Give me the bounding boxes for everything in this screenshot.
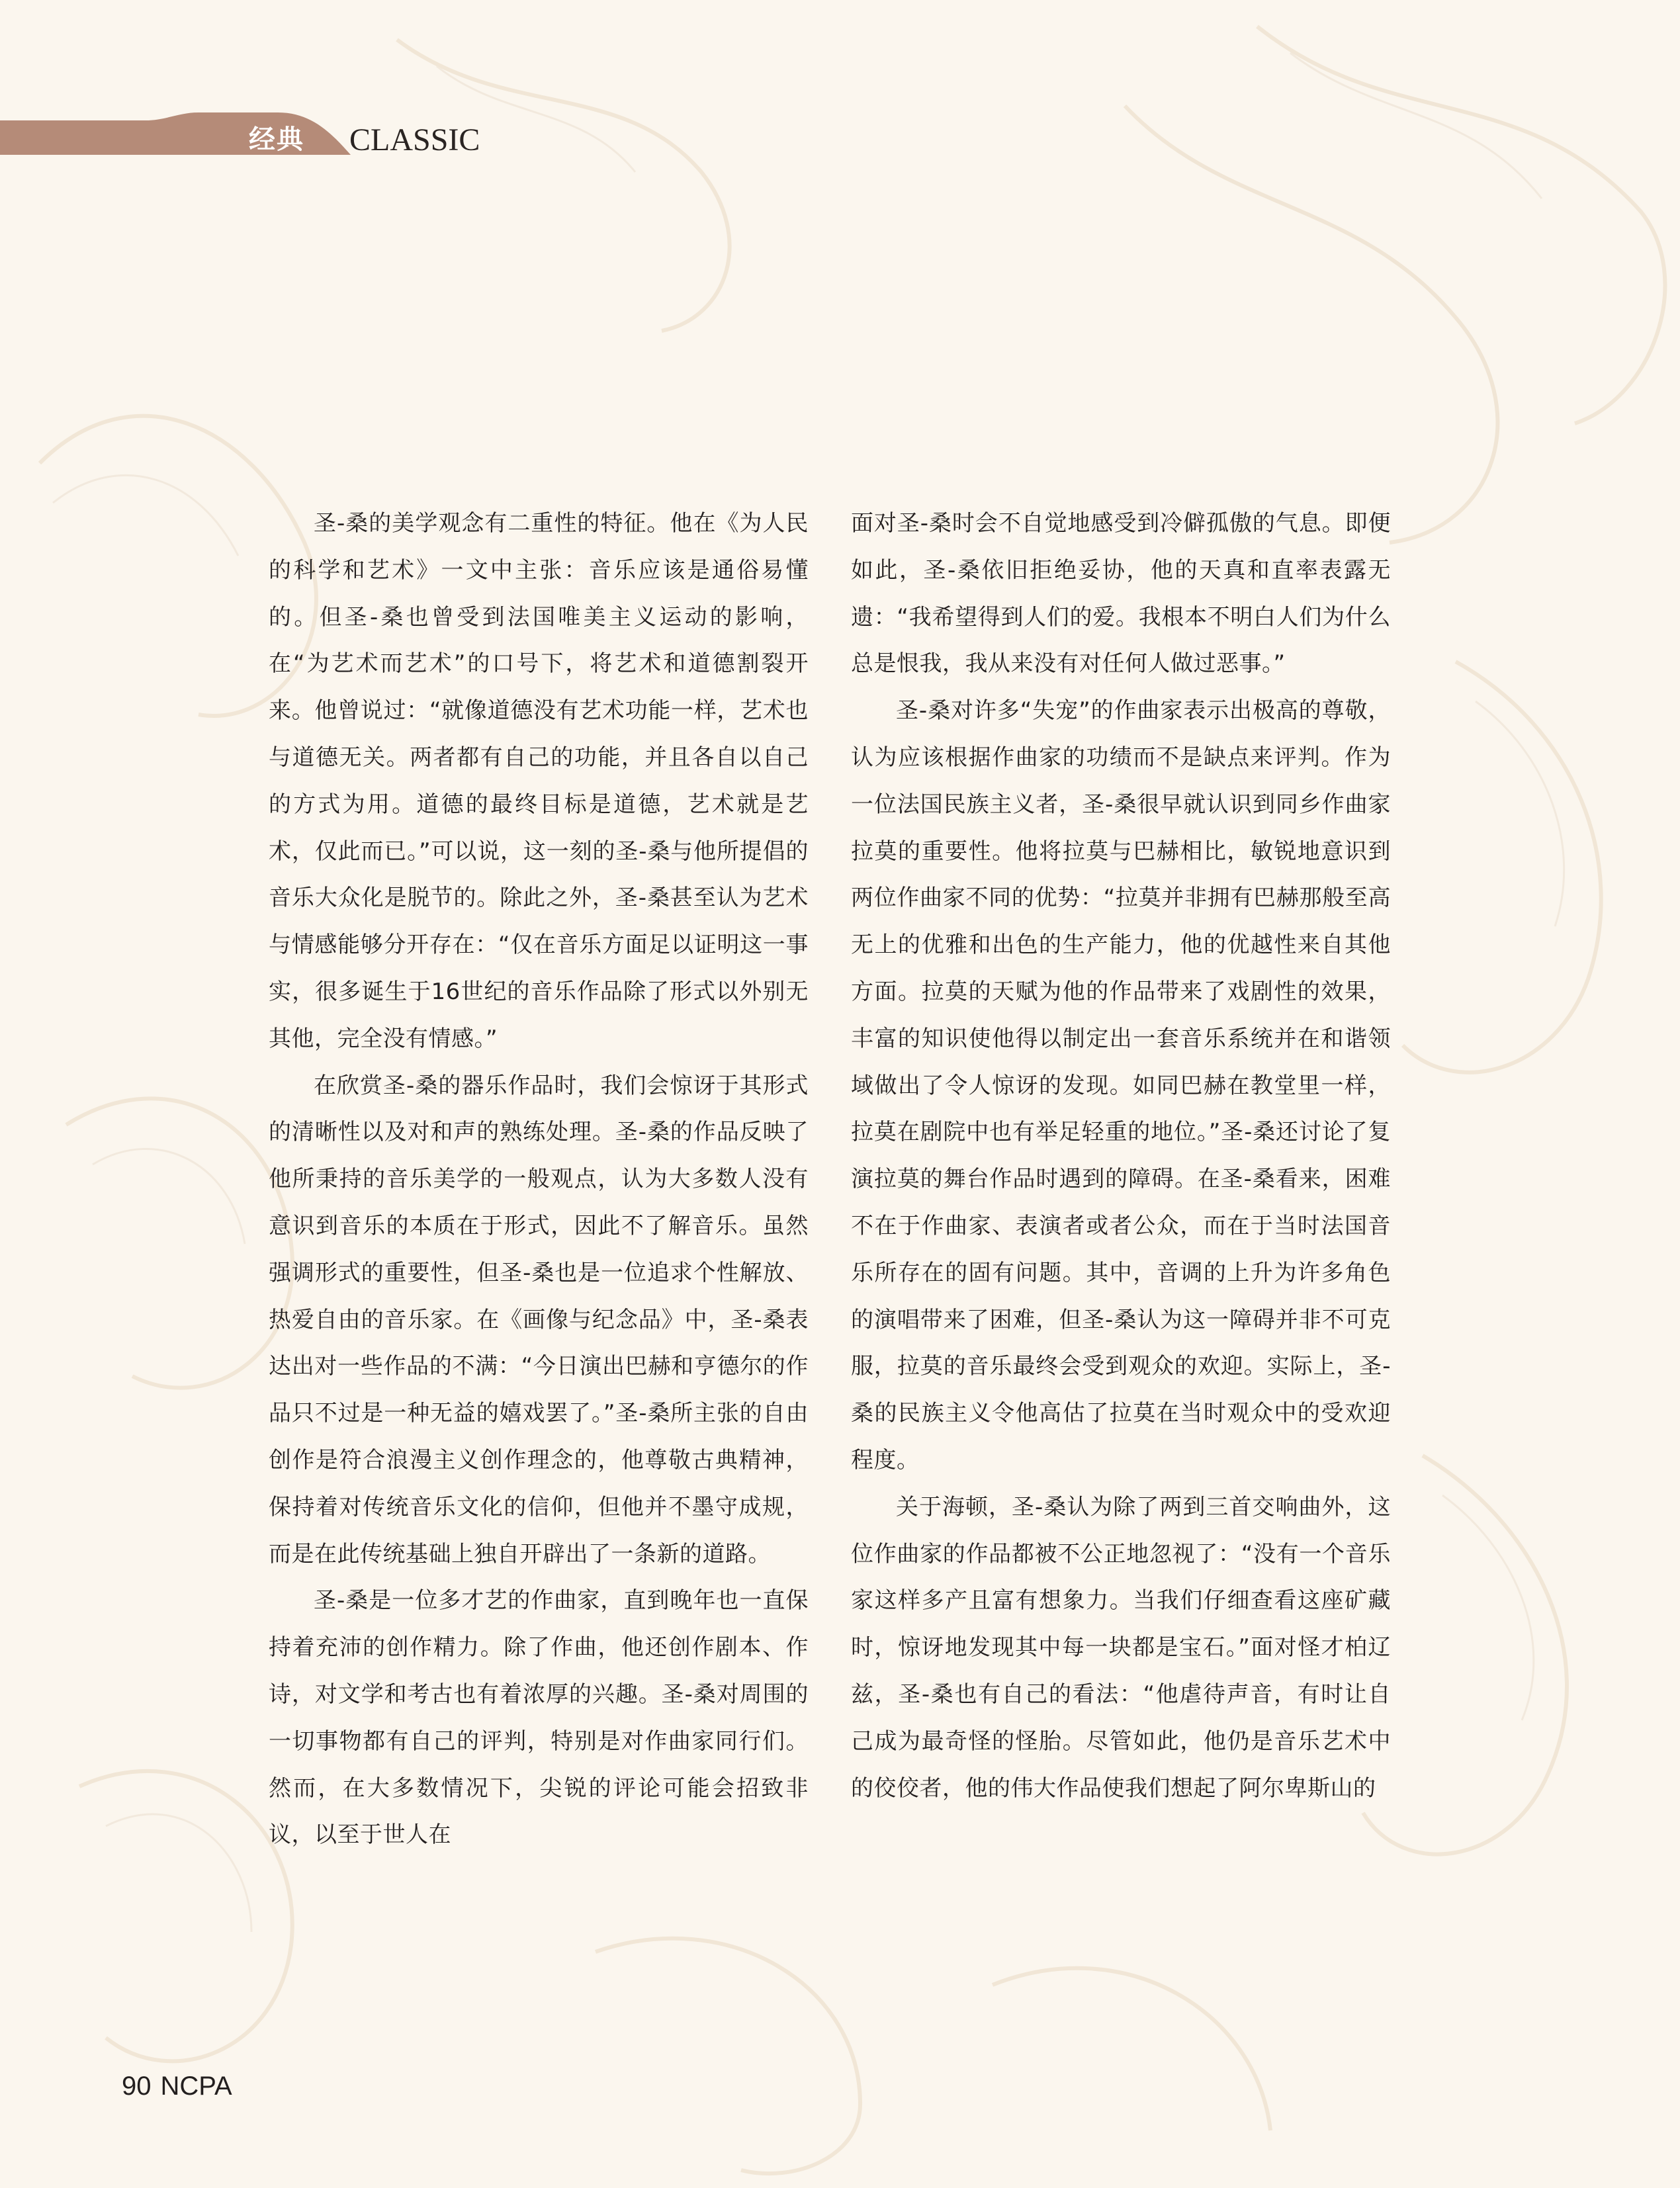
paragraph: 圣-桑的美学观念有二重性的特征。他在《为人民的科学和艺术》一文中主张：音乐应该是通俗易懂的。但圣-桑也曾受到法国唯美主义运动的影响，在“为艺术而艺术”的口号下，将艺术和道德割裂开来。他曾说过：“就像道德没有艺术功能一样，艺术也与道德无关。两者都有自己的功能，并且各自以自己的方式为用。道德的最终目标是道德，艺术就是艺术，仅此而已。”可以说，这一刻的圣-桑与他所提倡的音乐大众化是脱节的。除此之外，圣-桑甚至认为艺术与情感能够分开存在：“仅在音乐方面足以证明这一事实，很多诞生于16世纪的音乐作品除了形式以外别无其他，完全没有情感。”	[269, 510, 809, 1052]
paragraph: 圣-桑是一位多才艺的作曲家，直到晚年也一直保持着充沛的创作精力。除了作曲，他还创作剧本、作诗，对文学和考古也有着浓厚的兴趣。圣-桑对周围的一切事物都有自己的评判，特别是对作曲家同行们。然而，在大多数情况下，尖锐的评论可能会招致非议，以至于世人在	[269, 1587, 809, 1849]
page-number: 90	[122, 2072, 152, 2101]
section-label-en: CLASSIC	[349, 122, 480, 157]
right-column	[851, 500, 1391, 2022]
left-column	[269, 500, 809, 2022]
section-label-cn: 经典	[249, 124, 304, 155]
paragraph: 在欣赏圣-桑的器乐作品时，我们会惊讶于其形式的清晰性以及对和声的熟练处理。圣-桑的作品反映了他所秉持的音乐美学的一般观点，认为大多数人没有意识到音乐的本质在于形式，因此不了解音乐。虽然强调形式的重要性，但圣-桑也是一位追求个性解放、热爱自由的音乐家。在《画像与纪念品》中，圣-桑表达出对一些作品的不满：“今日演出巴赫和亨德尔的作品只不过是一种无益的嬉戏罢了。”圣-桑所主张的自由创作是符合浪漫主义创作理念的，他尊敬古典精神，保持着对传统音乐文化的信仰，但他并不墨守成规，而是在此传统基础上独自开辟出了一条新的道路。	[269, 1072, 809, 1567]
paragraph: 关于海顿，圣-桑认为除了两到三首交响曲外，这位作曲家的作品都被不公正地忽视了：“没有一个音乐家这样多产且富有想象力。当我们仔细查看这座矿藏时，惊讶地发现其中每一块都是宝石。”面对怪才柏辽兹，圣-桑也有自己的看法：“他虐待声音，有时让自己成为最奇怪的怪胎。尽管如此，他仍是音乐艺术中的佼佼者，他的伟大作品使我们想起了阿尔卑斯山的	[851, 1493, 1391, 1802]
page-footer	[122, 2070, 242, 2103]
magazine-name: NCPA	[160, 2072, 232, 2101]
paragraph: 圣-桑对许多“失宠”的作曲家表示出极高的尊敬，认为应该根据作曲家的功绩而不是缺点来评判。作为一位法国民族主义者，圣-桑很早就认识到同乡作曲家拉莫的重要性。他将拉莫与巴赫相比，敏锐地意识到两位作曲家不同的优势：“拉莫并非拥有巴赫那般至高无上的优雅和出色的生产能力，他的优越性来自其他方面。拉莫的天赋为他的作品带来了戏剧性的效果，丰富的知识使他得以制定出一套音乐系统并在和谐领域做出了令人惊讶的发现。如同巴赫在教堂里一样，拉莫在剧院中也有举足轻重的地位。”圣-桑还讨论了复演拉莫的舞台作品时遇到的障碍。在圣-桑看来，困难不在于作曲家、表演者或者公众，而在于当时法国音乐所存在的固有问题。其中，音调的上升为许多角色的演唱带来了困难，但圣-桑认为这一障碍并非不可克服，拉莫的音乐最终会受到观众的欢迎。实际上，圣-桑的民族主义令他高估了拉莫在当时观众中的受欢迎程度。	[851, 697, 1391, 1473]
paragraph-continuation: 面对圣-桑时会不自觉地感受到冷僻孤傲的气息。即便如此，圣-桑依旧拒绝妥协，他的天真和直率表露无遗：“我希望得到人们的爱。我根本不明白人们为什么总是恨我，我从来没有对任何人做过恶事。”	[851, 510, 1391, 678]
